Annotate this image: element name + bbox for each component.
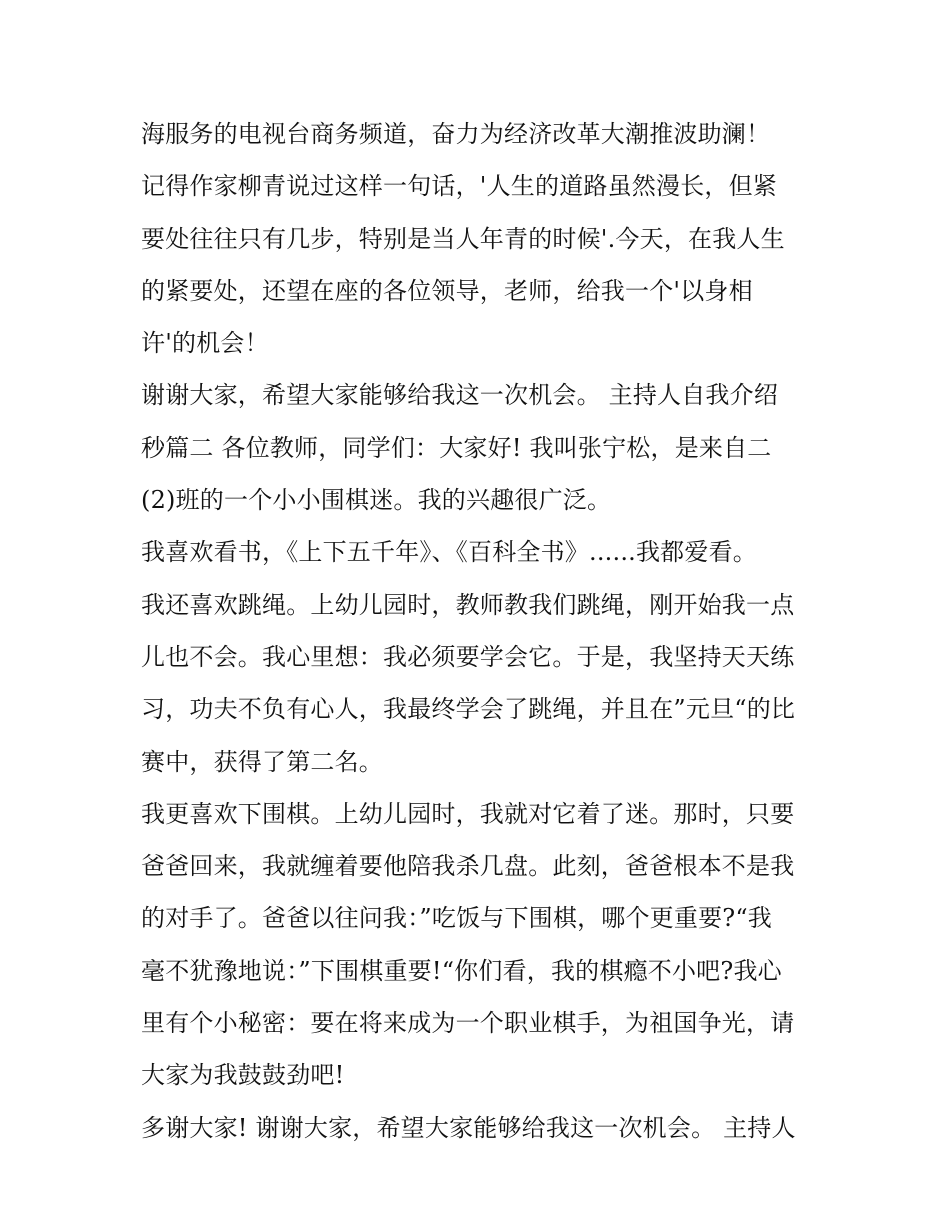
text-line: 我喜欢看书，《上下五千年》、《百科全书》......我都爱看。 (141, 538, 757, 567)
text-line: 谢谢大家，希望大家能够给我这一次机会。 主持人自我介绍 (141, 381, 779, 410)
text-line: 大家为我鼓鼓劲吧! (141, 1061, 345, 1090)
document-body (141, 108, 821, 1154)
text-line: 毫不犹豫地说：”下围棋重要!“你们看，我的棋瘾不小吧?我心 (141, 956, 782, 985)
text-line: 要处往往只有几步，特别是当人年青的时候'.今天，在我人生 (141, 224, 785, 253)
text-line: 赛中，获得了第二名。 (141, 747, 383, 776)
text-line: 习，功夫不负有心人，我最终学会了跳绳，并且在”元旦“的比 (141, 695, 796, 724)
text-line: 多谢大家! 谢谢大家，希望大家能够给我这一次机会。 主持人 (141, 1113, 796, 1142)
text-line: 记得作家柳青说过这样一句话，'人生的道路虽然漫长，但紧 (141, 172, 777, 201)
text-line: 的紧要处，还望在座的各位领导，老师，给我一个'以身相 (141, 276, 753, 305)
text-line: 爸爸回来，我就缠着要他陪我杀几盘。此刻，爸爸根本不是我 (141, 852, 795, 881)
text-line: 我更喜欢下围棋。上幼儿园时，我就对它着了迷。那时，只要 (141, 799, 795, 828)
text-line: 秒篇二 各位教师，同学们：大家好! 我叫张宁松，是来自二 (141, 433, 772, 462)
text-line: (2)班的一个小小围棋迷。我的兴趣很广泛。 (141, 486, 612, 515)
text-line: 儿也不会。我心里想：我必须要学会它。于是，我坚持天天练 (141, 642, 795, 671)
text-line: 里有个小秘密：要在将来成为一个职业棋手，为祖国争光，请 (141, 1009, 795, 1038)
text-line: 许'的机会！ (141, 329, 269, 358)
text-line: 的对手了。爸爸以往问我：”吃饭与下围棋，哪个更重要?“我 (141, 904, 773, 933)
text-line: 我还喜欢跳绳。上幼儿园时，教师教我们跳绳，刚开始我一点 (141, 590, 795, 619)
text-line: 海服务的电视台商务频道，奋力为经济改革大潮推波助澜！ (141, 120, 771, 148)
